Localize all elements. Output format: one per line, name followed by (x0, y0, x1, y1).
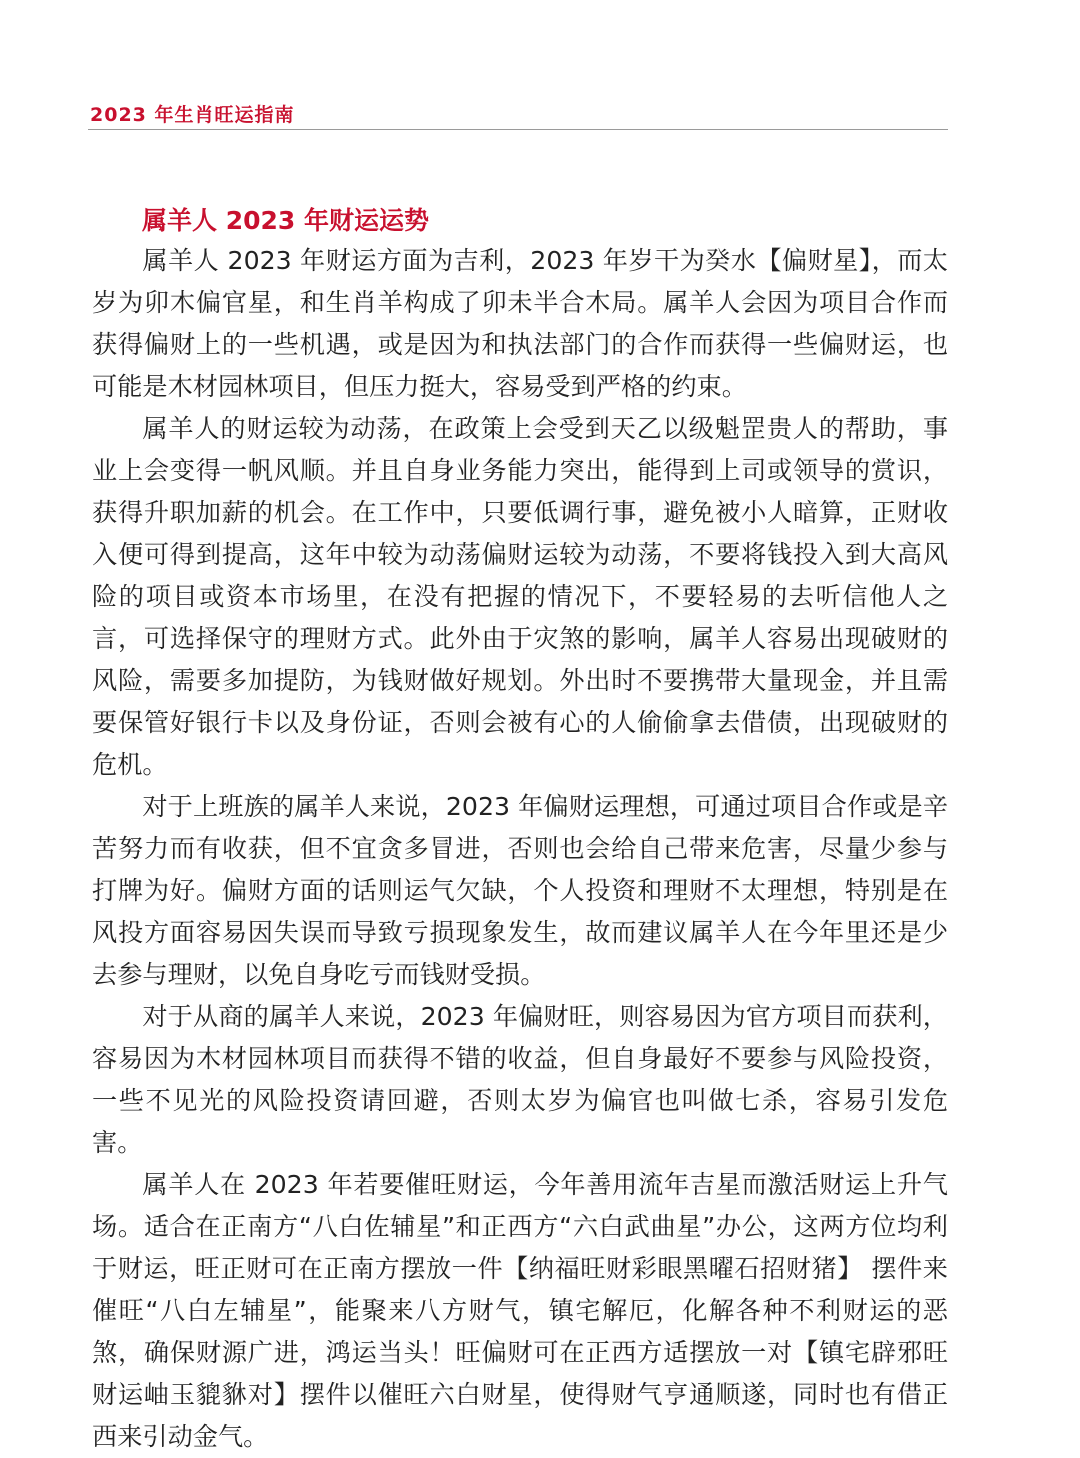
paragraph-office-workers: 对于上班族的属羊人来说，2023 年偏财运理想，可通过项目合作或是辛苦努力而有收获，但不宜贪多冒进，否则也会给自己带来危害，尽量少参与打牌为好。偏财方面的话则运气欠缺，个人投资和理财不太理想，特别是在风投方面容易因失误而导致亏损现象发生，故而建议属羊人在今年里还是少去参与理财，以免自身吃亏而钱财受损。 (92, 792, 948, 989)
running-header-title: 2023 年生肖旺运指南 (90, 104, 295, 126)
header-divider (88, 129, 948, 130)
article-body (92, 204, 948, 1458)
paragraph-intro: 属羊人 2023 年财运方面为吉利，2023 年岁干为癸水【偏财星】，而太岁为卯木偏官星，和生肖羊构成了卯未半合木局。属羊人会因为项目合作而获得偏财上的一些机遇，或是因为和执法部门的合作而获得一些偏财运，也可能是木材园林项目，但压力挺大，容易受到严格的约束。 (92, 246, 948, 401)
paragraph-boost-fortune: 属羊人在 2023 年若要催旺财运，今年善用流年吉星而激活财运上升气场。适合在正南方“八白佐辅星”和正西方“六白武曲星”办公，这两方位均利于财运，旺正财可在正南方摆放一件【纳福旺财彩眼黑曜石招财猪】 摆件来催旺“八白左辅星”，能聚来八方财气，镇宅解厄，化解各种不利财运的恶煞，确保财源广进，鸿运当头！旺偏财可在正西方适摆放一对【镇宅辟邪旺财运岫玉貔貅对】摆件以催旺六白财星，使得财气亨通顺遂，同时也有借正西来引动金气。 (92, 1170, 948, 1451)
section-title: 属羊人 2023 年财运运势 (142, 206, 429, 235)
paragraph-business-people: 对于从商的属羊人来说，2023 年偏财旺，则容易因为官方项目而获利，容易因为木材园林项目而获得不错的收益，但自身最好不要参与风险投资，一些不见光的风险投资请回避，否则太岁为偏官也叫做七杀，容易引发危害。 (92, 1002, 948, 1157)
paragraph-fortune-volatility: 属羊人的财运较为动荡，在政策上会受到天乙以级魁罡贵人的帮助，事业上会变得一帆风顺。并且自身业务能力突出，能得到上司或领导的赏识，获得升职加薪的机会。在工作中，只要低调行事，避免被小人暗算，正财收入便可得到提高，这年中较为动荡偏财运较为动荡，不要将钱投入到大高风险的项目或资本市场里，在没有把握的情况下，不要轻易的去听信他人之言，可选择保守的理财方式。此外由于灾煞的影响，属羊人容易出现破财的风险，需要多加提防，为钱财做好规划。外出时不要携带大量现金，并且需要保管好银行卡以及身份证，否则会被有心的人偷偷拿去借债，出现破财的危机。 (92, 414, 948, 779)
